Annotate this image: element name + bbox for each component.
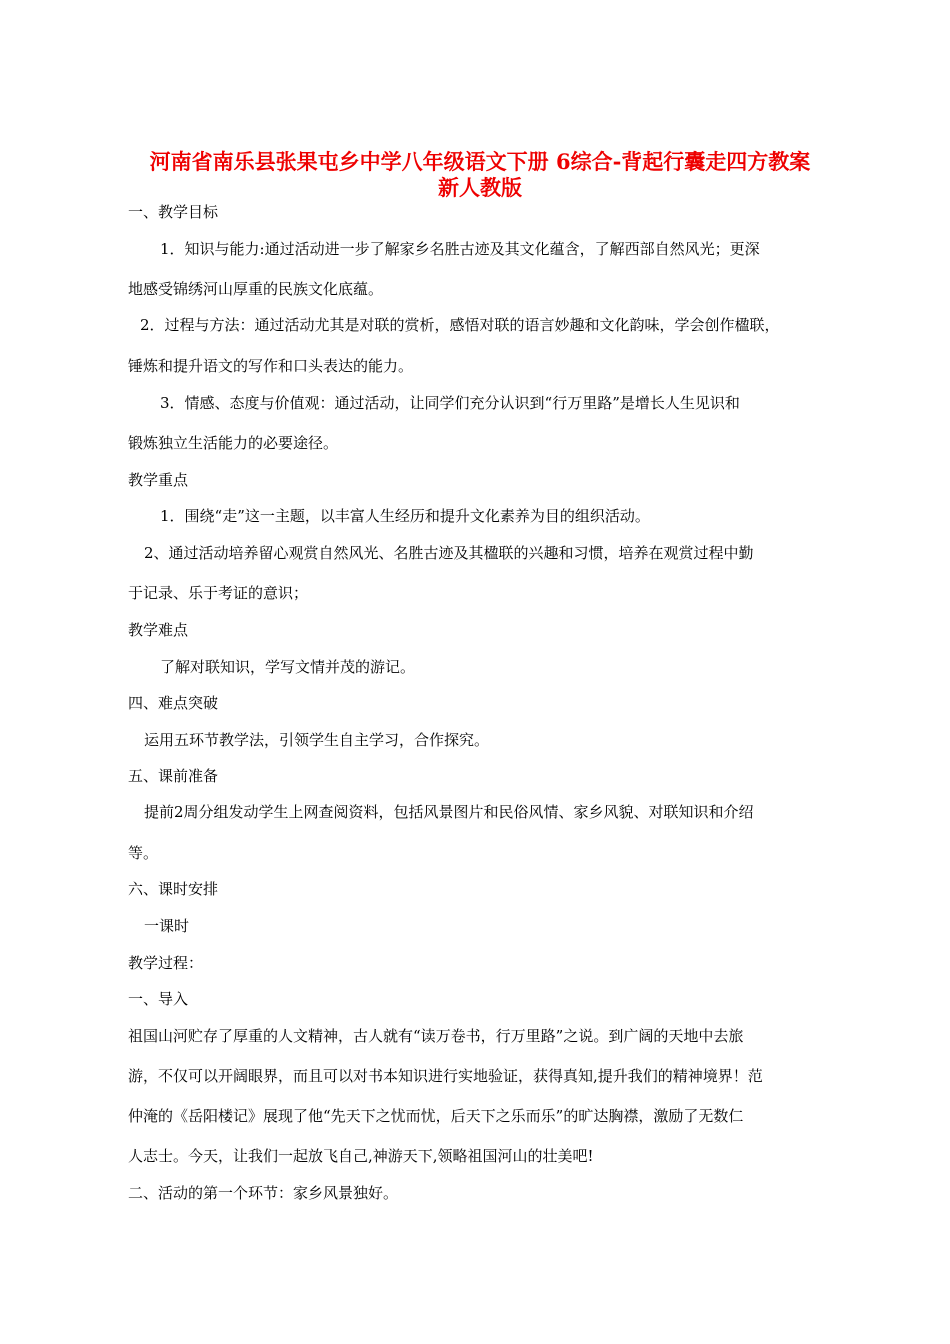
section-heading-teaching-goals: 一、教学目标 — [128, 203, 219, 221]
paragraph-goal-3: 3．情感、态度与价值观：通过活动，让同学们充分认识到“行万里路”是增长人生见识和 — [160, 394, 740, 412]
section-heading-introduction: 一、导入 — [128, 990, 189, 1008]
paragraph-goal-1: 1．知识与能力:通过活动进一步了解家乡名胜古迹及其文化蕴含，了解西部自然风光；更深 — [160, 240, 760, 258]
document-title-line-2: 新人教版 — [438, 175, 522, 200]
section-heading-breakthrough: 四、难点突破 — [128, 694, 219, 712]
paragraph-breakthrough: 运用五环节教学法，引领学生自主学习，合作探究。 — [144, 731, 490, 749]
section-heading-key-points: 教学重点 — [128, 471, 189, 489]
section-heading-schedule: 六、课时安排 — [128, 880, 219, 898]
paragraph-introduction-1: 祖国山河贮存了厚重的人文精神，古人就有“读万卷书，行万里路”之说。到广阔的天地中去旅 — [128, 1027, 744, 1045]
paragraph-preparation-cont: 等。 — [128, 844, 159, 862]
paragraph-goal-1-cont: 地感受锦绣河山厚重的民族文化底蕴。 — [128, 280, 384, 298]
paragraph-introduction-2: 游，不仅可以开阔眼界，而且可以对书本知识进行实地验证，获得真知,提升我们的精神境界！范 — [128, 1067, 763, 1085]
section-heading-activity-1: 二、活动的第一个环节：家乡风景独好。 — [128, 1184, 399, 1202]
paragraph-goal-3-cont: 锻炼独立生活能力的必要途径。 — [128, 434, 339, 452]
paragraph-key-point-2: 2、通过活动培养留心观赏自然风光、名胜古迹及其楹联的兴趣和习惯，培养在观赏过程中勤 — [144, 544, 754, 562]
section-heading-preparation: 五、课前准备 — [128, 767, 219, 785]
paragraph-goal-2-cont: 锤炼和提升语文的写作和口头表达的能力。 — [128, 357, 414, 375]
paragraph-introduction-3: 仲淹的《岳阳楼记》展现了他“先天下之忧而忧，后天下之乐而乐”的旷达胸襟，激励了无数仁 — [128, 1107, 744, 1125]
paragraph-introduction-4: 人志士。今天，让我们一起放飞自己,神游天下,领略祖国河山的壮美吧! — [128, 1147, 594, 1165]
paragraph-schedule: 一课时 — [144, 917, 190, 935]
paragraph-preparation: 提前2周分组发动学生上网查阅资料，包括风景图片和民俗风情、家乡风貌、对联知识和介绍 — [144, 803, 754, 821]
section-heading-difficulties: 教学难点 — [128, 621, 189, 639]
paragraph-difficulty: 了解对联知识，学写文情并茂的游记。 — [160, 658, 416, 676]
document-title-line-1: 河南省南乐县张果屯乡中学八年级语文下册 6综合-背起行囊走四方教案 — [149, 149, 811, 174]
paragraph-key-point-2-cont: 于记录、乐于考证的意识； — [128, 584, 309, 602]
section-heading-process: 教学过程： — [128, 954, 204, 972]
paragraph-key-point-1: 1．围绕“走”这一主题，以丰富人生经历和提升文化素养为目的组织活动。 — [160, 507, 650, 525]
paragraph-goal-2: 2．过程与方法：通过活动尤其是对联的赏析，感悟对联的语言妙趣和文化韵味，学会创作楹联， — [140, 316, 780, 334]
